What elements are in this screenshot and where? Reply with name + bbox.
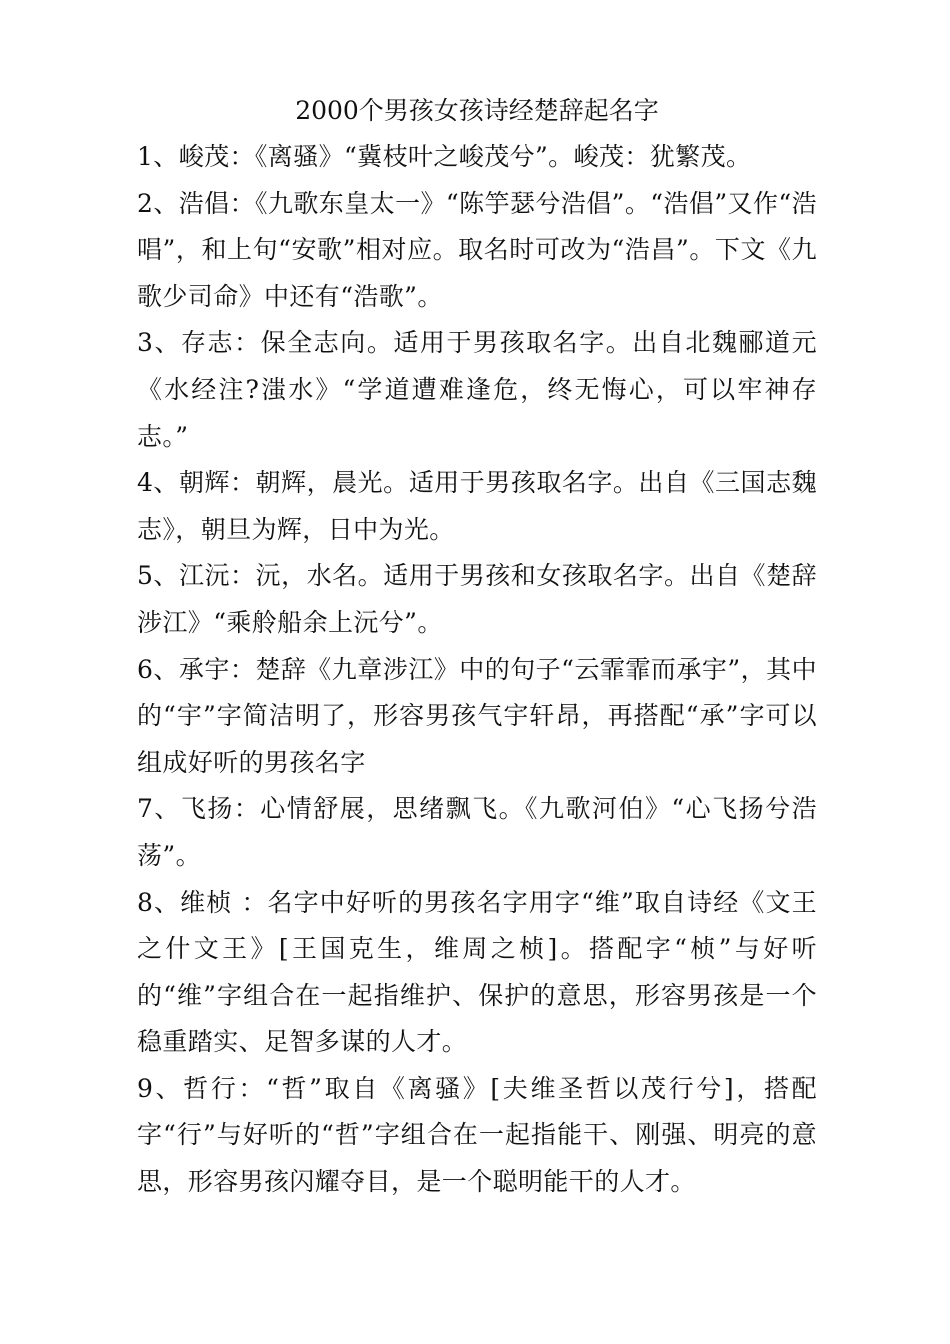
entry-3: 3、存志：保全志向。适用于男孩取名字。出自北魏郦道元《水经注?滍水》“学道遭难逢危，终无悔心，可以牢神存志。”: [137, 328, 817, 451]
entry-5: 5、江沅：沅，水名。适用于男孩和女孩取名字。出自《楚辞涉江》“乘舲船余上沅兮”。: [137, 561, 817, 637]
document-title: 2000个男孩女孩诗经楚辞起名字: [295, 96, 659, 125]
entry-7: 7、飞扬：心情舒展，思绪飘飞。《九歌河伯》“心飞扬兮浩荡”。: [137, 794, 817, 870]
entry-9: 9、哲行：“哲”取自《离骚》[夫维圣哲以茂行兮]，搭配字“行”与好听的“哲”字组合在一起指能干、刚强、明亮的意思，形容男孩闪耀夺目，是一个聪明能干的人才。: [137, 1073, 817, 1197]
document-page: [137, 88, 817, 1206]
entry-4: 4、朝辉：朝辉，晨光。适用于男孩取名字。出自《三国志魏志》，朝旦为辉，日中为光。: [137, 468, 817, 544]
entry-6: 6、承宇：楚辞《九章涉江》中的句子“云霏霏而承宇”，其中的“宇”字简洁明了，形容男孩气宇轩昂，再搭配“承”字可以组成好听的男孩名字: [137, 654, 817, 777]
entry-2: 2、浩倡：《九歌东皇太一》“陈竽瑟兮浩倡”。“浩倡”又作“浩唱”，和上句“安歌”相对应。取名时可改为“浩昌”。下文《九歌少司命》中还有“浩歌”。: [137, 188, 817, 311]
entry-1: 1、峻茂：《离骚》“冀枝叶之峻茂兮”。峻茂：犹繁茂。: [137, 142, 752, 171]
entry-8: 8、维桢 ：名字中好听的男孩名字用字“维”取自诗经《文王之什文王》[王国克生，维周之桢]。搭配字“桢”与好听的“维”字组合在一起指维护、保护的意思，形容男孩是一个稳重踏实、足智多谋的人才。: [137, 887, 817, 1057]
